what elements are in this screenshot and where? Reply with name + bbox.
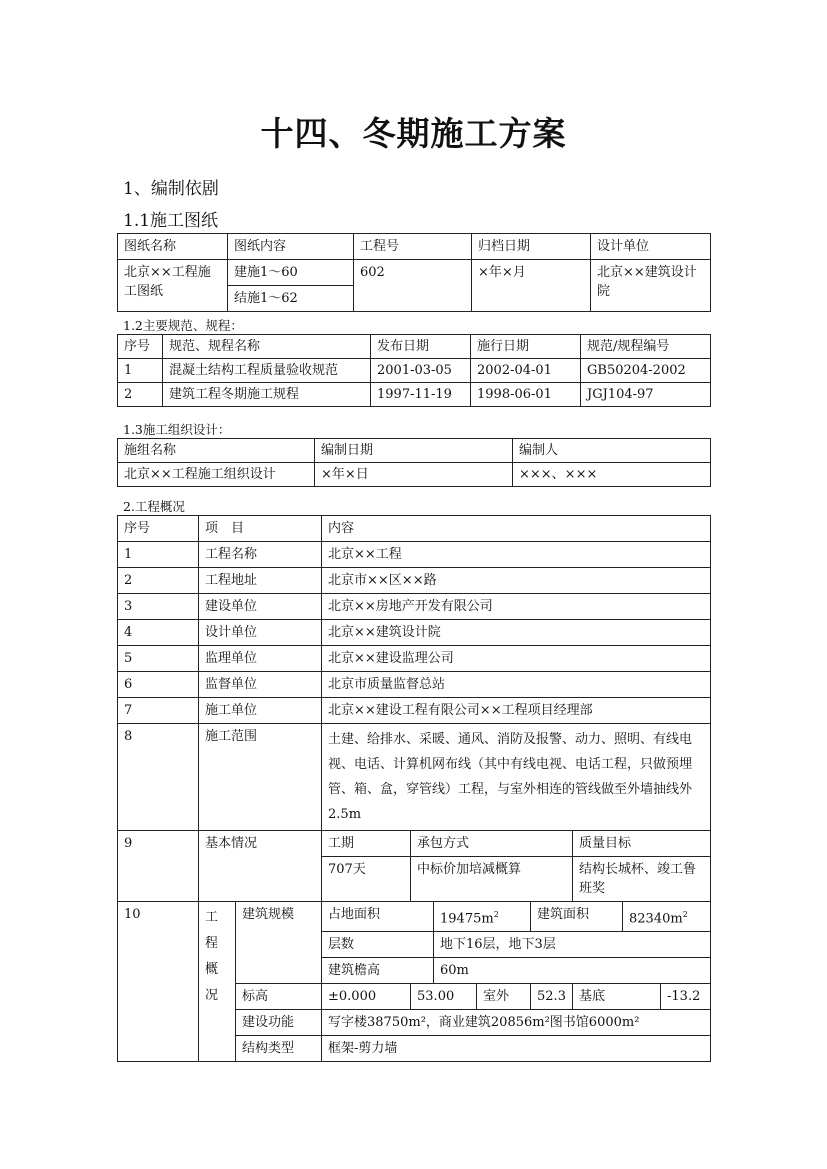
header-cell: 序号 — [118, 516, 199, 542]
table-header-row — [118, 335, 711, 359]
table-cell: 中标价加培减概算 — [411, 857, 573, 902]
table-cell: 承包方式 — [411, 831, 573, 857]
table-cell: 53.00 — [411, 984, 477, 1010]
table-header-row — [118, 234, 711, 260]
table-cell: 施工范围 — [199, 724, 322, 831]
header-cell: 编制人 — [513, 439, 711, 463]
table-cell: JGJ104-97 — [581, 383, 711, 407]
header-cell: 内容 — [322, 516, 711, 542]
table-row — [118, 383, 711, 407]
drawing-name-cell: 北京××工程施工图纸 — [118, 260, 228, 312]
table-cell: 707天 — [322, 857, 411, 902]
header-cell: 项 目 — [199, 516, 322, 542]
table-row — [118, 620, 711, 646]
header-cell: 工程号 — [354, 234, 472, 260]
table-row — [118, 831, 711, 857]
table-cell: 监理单位 — [199, 646, 322, 672]
table-cell: 北京××房地产开发有限公司 — [322, 594, 711, 620]
table-cell: 北京市××区××路 — [322, 568, 711, 594]
table-cell: 工程地址 — [199, 568, 322, 594]
table-cell: 1 — [118, 359, 163, 383]
superscript: 2 — [493, 910, 499, 919]
table-cell: 2001-03-05 — [371, 359, 471, 383]
table-cell: 10 — [118, 902, 199, 1062]
table-cell: 52.3 — [531, 984, 573, 1010]
table-cell: 建筑工程冬期施工规程 — [163, 383, 371, 407]
table-cell: 施工单位 — [199, 698, 322, 724]
table-cell: 写字楼38750m²，商业建筑20856m²图书馆6000m² — [322, 1010, 711, 1036]
superscript: 2 — [682, 910, 688, 919]
table-cell: 占地面积 — [322, 902, 434, 932]
drawing-content-cell: 结施1～62 — [228, 286, 354, 312]
table-cell: 2 — [118, 568, 199, 594]
table-cell: 监督单位 — [199, 672, 322, 698]
table-row — [118, 698, 711, 724]
header-cell: 施组名称 — [118, 439, 315, 463]
table-cell — [623, 902, 711, 932]
table-cell: 北京××工程 — [322, 542, 711, 568]
table-cell: 基底 — [573, 984, 661, 1010]
section-org-heading: 1.3施工组织设计： — [123, 422, 231, 437]
table-header-row — [118, 516, 711, 542]
table-cell: 地下16层，地下3层 — [434, 932, 711, 958]
table-header-row — [118, 439, 711, 463]
table-row — [118, 463, 711, 487]
table-cell: 混凝土结构工程质量验收规范 — [163, 359, 371, 383]
table-cell: 北京××建设工程有限公司××工程项目经理部 — [322, 698, 711, 724]
document-title: 十四、冬期施工方案 — [260, 114, 567, 153]
header-cell: 发布日期 — [371, 335, 471, 359]
table-cell: 北京××建筑设计院 — [322, 620, 711, 646]
table-row — [118, 724, 711, 831]
land-area-value: 19475m — [440, 911, 494, 927]
designer-cell: 北京××建筑设计院 — [591, 260, 711, 312]
table-row — [118, 672, 711, 698]
table-cell: 基本情况 — [199, 831, 322, 902]
table-row — [118, 646, 711, 672]
vertical-label: 工程概况 — [205, 910, 219, 1003]
header-cell: 规范/规程编号 — [581, 335, 711, 359]
drawing-content-cell: 建施1～60 — [228, 260, 354, 286]
table-cell: 2002-04-01 — [471, 359, 581, 383]
table-cell: 8 — [118, 724, 199, 831]
table-cell: 框架-剪力墙 — [322, 1036, 711, 1062]
table-cell: 北京××建设监理公司 — [322, 646, 711, 672]
table-cell: 层数 — [322, 932, 434, 958]
org-design-table — [117, 438, 711, 487]
table-cell: 7 — [118, 698, 199, 724]
header-cell: 图纸内容 — [228, 234, 354, 260]
table-cell: ×年×日 — [315, 463, 513, 487]
table-cell — [434, 902, 531, 932]
table-cell: 工程名称 — [199, 542, 322, 568]
table-cell: 1998-06-01 — [471, 383, 581, 407]
table-cell: 建设单位 — [199, 594, 322, 620]
table-cell: 60m — [434, 958, 711, 984]
table-cell: 设计单位 — [199, 620, 322, 646]
section-basis-heading: 1、编制依剧 — [123, 179, 219, 199]
table-cell: 结构类型 — [236, 1036, 322, 1062]
header-cell: 编制日期 — [315, 439, 513, 463]
project-overview-label — [199, 902, 236, 1062]
table-cell: ×××、××× — [513, 463, 711, 487]
table-cell: 标高 — [236, 984, 322, 1010]
table-cell: 北京市质量监督总站 — [322, 672, 711, 698]
header-cell: 施行日期 — [471, 335, 581, 359]
header-cell: 序号 — [118, 335, 163, 359]
table-cell: ±0.000 — [322, 984, 411, 1010]
table-cell: 2 — [118, 383, 163, 407]
table-cell: 3 — [118, 594, 199, 620]
table-cell: 建设功能 — [236, 1010, 322, 1036]
table-row — [118, 359, 711, 383]
header-cell: 设计单位 — [591, 234, 711, 260]
table-cell: 4 — [118, 620, 199, 646]
table-row — [118, 260, 711, 286]
archive-date-cell: ×年×月 — [472, 260, 591, 312]
table-cell: 1 — [118, 542, 199, 568]
table-cell: 9 — [118, 831, 199, 902]
table-cell: 结构长城杯、竣工鲁班奖 — [573, 857, 711, 902]
table-cell: 北京××工程施工组织设计 — [118, 463, 315, 487]
section-codes-heading: 1.2主要规范、规程： — [123, 318, 243, 333]
section-drawings-heading: 1.1施工图纸 — [123, 211, 219, 231]
table-cell: 5 — [118, 646, 199, 672]
table-row — [118, 568, 711, 594]
table-row — [118, 542, 711, 568]
table-cell: 1997-11-19 — [371, 383, 471, 407]
table-cell: 建筑规模 — [236, 902, 322, 984]
drawings-table — [117, 233, 711, 312]
table-row — [118, 902, 711, 932]
table-cell: 建筑檐高 — [322, 958, 434, 984]
header-cell: 规范、规程名称 — [163, 335, 371, 359]
overview-table — [117, 515, 711, 1062]
section-overview-heading: 2.工程概况 — [123, 499, 185, 514]
table-cell: 室外 — [477, 984, 531, 1010]
table-cell: -13.2 — [661, 984, 711, 1010]
table-cell: 质量目标 — [573, 831, 711, 857]
project-no-cell: 602 — [354, 260, 472, 312]
table-cell: 建筑面积 — [531, 902, 623, 932]
table-cell: 工期 — [322, 831, 411, 857]
building-area-value: 82340m — [629, 911, 683, 927]
table-cell: GB50204-2002 — [581, 359, 711, 383]
header-cell: 归档日期 — [472, 234, 591, 260]
header-cell: 图纸名称 — [118, 234, 228, 260]
table-row — [118, 594, 711, 620]
table-cell: 6 — [118, 672, 199, 698]
scope-cell: 土建、给排水、采暖、通风、消防及报警、动力、照明、有线电视、电话、计算机网布线（其中有线电视、电话工程，只做预埋管、箱、盒，穿管线）工程，与室外相连的管线做至外墙抽线外2.5m — [322, 724, 711, 831]
codes-table — [117, 334, 711, 407]
